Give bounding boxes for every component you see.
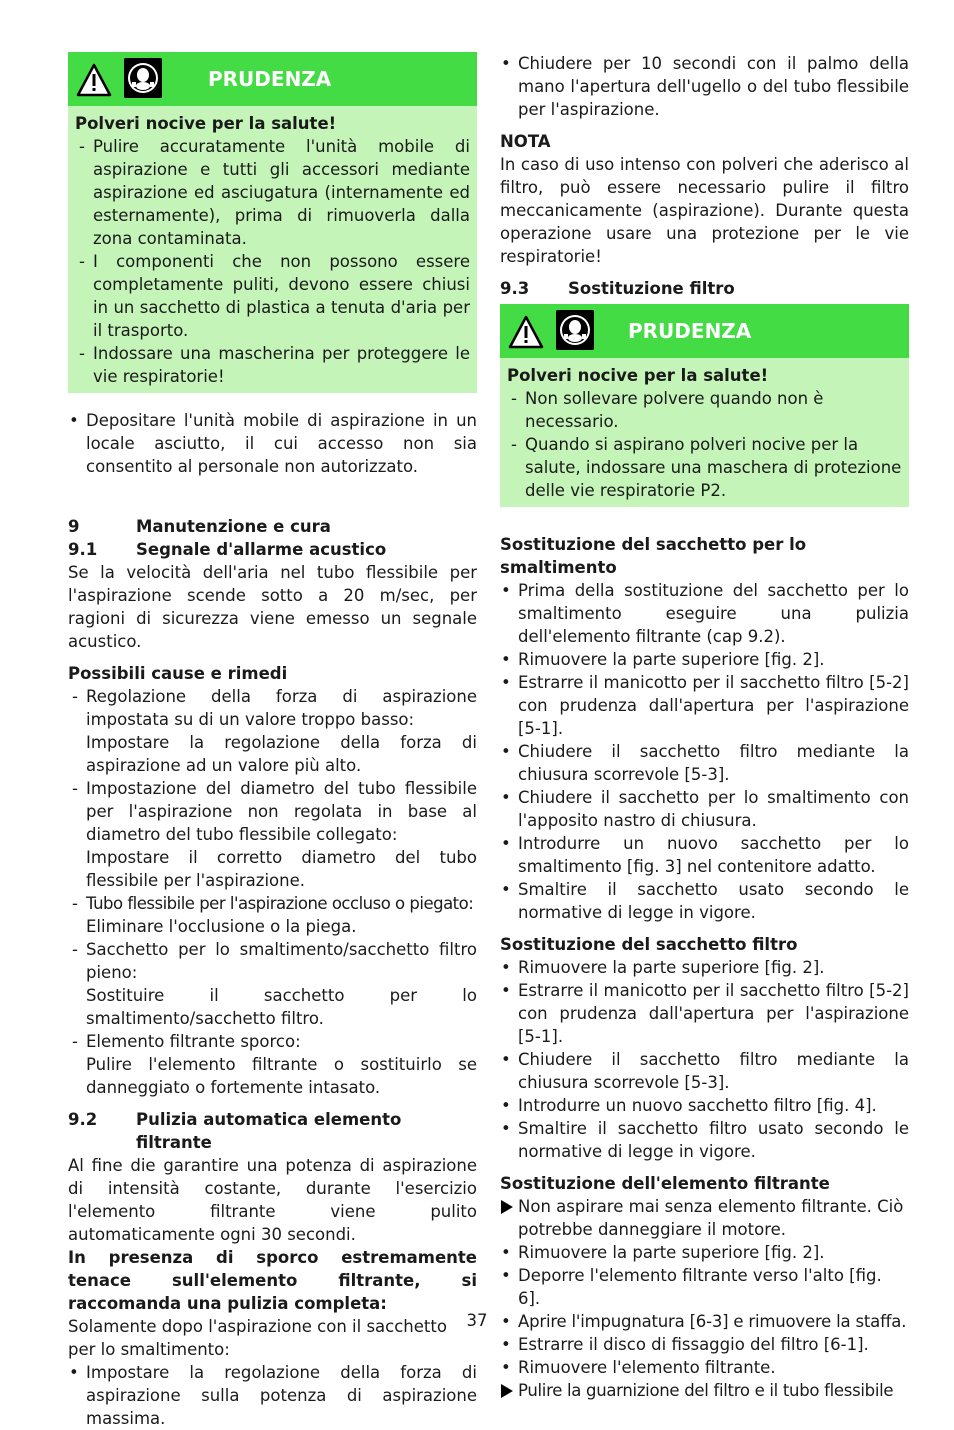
list-item: • Estrarre il disco di fissaggio del filtro [6-1]. <box>500 1333 909 1356</box>
list-item: - Elemento filtrante sporco: Pulire l'elemento filtrante o sostituirlo se danneggiato o fortemente intasato. <box>68 1030 477 1099</box>
warning-header <box>500 304 909 358</box>
paragraph: Al fine die garantire una potenza di aspirazione di intensità costante, durante l'esercizio l'elemento filtrante viene pulito automaticamente ogni 30 secondi. <box>68 1156 477 1244</box>
list-item: - Sacchetto per lo smaltimento/sacchetto filtro pieno: Sostituire il sacchetto per lo smaltimento/sacchetto filtro. <box>68 938 477 1030</box>
warning-header <box>68 52 477 106</box>
warning-item: - Indossare una mascherina per proteggere le vie respiratorie! <box>75 342 470 388</box>
left-column <box>68 52 477 1430</box>
subheading: Sostituzione dell'elemento filtrante <box>500 1174 830 1193</box>
arrow-item: Pulire la guarnizione del filtro e il tubo flessibile <box>500 1379 909 1402</box>
warning-item: - Pulire accuratamente l'unità mobile di aspirazione e tutti gli accessori mediante aspirazione ed asciugatura (internamente ed esternamente), prima di rimuoverla dalla zona contaminata. <box>75 135 470 250</box>
paragraph-bold: In presenza di sporco estremamente tenace sull'elemento filtrante, si raccomanda una pulizia completa: <box>68 1248 477 1313</box>
list-item: • Deporre l'elemento filtrante verso l'alto [fig. 6]. <box>500 1264 909 1310</box>
list-item: • Estrarre il manicotto per il sacchetto filtro [5-2] con prudenza dall'apertura per l'aspirazione [5-1]. <box>500 979 909 1048</box>
list-item: - Tubo flessibile per l'aspirazione occluso o piegato: Eliminare l'occlusione o la piega. <box>68 892 477 938</box>
list-item: • Rimuovere l'elemento filtrante. <box>500 1356 909 1379</box>
respirator-mask-icon <box>556 310 594 350</box>
list-item: • Smaltire il sacchetto usato secondo le normative di legge in vigore. <box>500 878 909 924</box>
list-item: • Rimuovere la parte superiore [fig. 2]. <box>500 648 909 671</box>
list-item: • Estrarre il manicotto per il sacchetto filtro [5-2] con prudenza dall'apertura per l'aspirazione [5-1]. <box>500 671 909 740</box>
warning-triangle-icon <box>76 63 112 97</box>
arrow-right-icon <box>500 1200 514 1214</box>
list-item: • Chiudere il sacchetto filtro mediante la chiusura scorrevole [5-3]. <box>500 1048 909 1094</box>
section-heading-9-3: 9.3 Sostituzione filtro <box>500 279 735 298</box>
warning-body <box>500 358 909 507</box>
warning-title: PRUDENZA <box>208 67 332 91</box>
warning-item: - I componenti che non possono essere completamente puliti, devono essere chiusi in un sacchetto di plastica a tenuta d'aria per il trasporto. <box>75 250 470 342</box>
list-item: • Introdurre un nuovo sacchetto per lo smaltimento [fig. 3] nel contenitore adatto. <box>500 832 909 878</box>
page-number: 37 <box>466 1311 488 1330</box>
warning-triangle-icon <box>508 315 544 349</box>
list-item: • Smaltire il sacchetto filtro usato secondo le normative di legge in vigore. <box>500 1117 909 1163</box>
subheading: Sostituzione del sacchetto per lo smaltimento <box>500 535 807 577</box>
note-heading: NOTA <box>500 132 551 151</box>
paragraph: Solamente dopo l'aspirazione con il sacchetto per lo smaltimento: <box>68 1317 447 1359</box>
list-item: • Chiudere il sacchetto per lo smaltimento con l'apposito nastro di chiusura. <box>500 786 909 832</box>
list-item: • Impostare la regolazione della forza di aspirazione sulla potenza di aspirazione massima. <box>68 1361 477 1430</box>
list-item: • Chiudere il sacchetto filtro mediante la chiusura scorrevole [5-3]. <box>500 740 909 786</box>
note-text: In caso di uso intenso con polveri che aderisco al filtro, può essere necessario pulire il filtro meccanicamente (aspirazione). Durante questa operazione usare una protezione per le vie respiratorie! <box>500 155 909 266</box>
list-item: • Chiudere per 10 secondi con il palmo della mano l'apertura dell'ugello o del tubo flessibile per l'aspirazione. <box>500 52 909 121</box>
section-heading-9-1: 9.1 Segnale d'allarme acustico <box>68 540 387 559</box>
subheading: Sostituzione del sacchetto filtro <box>500 935 798 954</box>
warning-lead: Polveri nocive per la salute! <box>507 366 769 385</box>
list-item: - Regolazione della forza di aspirazione impostata su di un valore troppo basso: Impostare la regolazione della forza di aspirazione ad un valore più alto. <box>68 685 477 777</box>
right-column <box>500 52 909 1402</box>
respirator-mask-icon <box>124 58 162 98</box>
arrow-item: Non aspirare mai senza elemento filtrante. Ciò potrebbe danneggiare il motore. <box>500 1195 909 1241</box>
section-heading-9: 9 Manutenzione e cura <box>68 517 331 536</box>
list-item: • Rimuovere la parte superiore [fig. 2]. <box>500 1241 909 1264</box>
warning-lead: Polveri nocive per la salute! <box>75 114 337 133</box>
list-item: • Depositare l'unità mobile di aspirazione in un locale asciutto, il cui accesso non sia consentito al personale non autorizzato. <box>68 409 477 478</box>
subheading: Possibili cause e rimedi <box>68 664 288 683</box>
warning-title: PRUDENZA <box>628 319 752 343</box>
warning-box-1 <box>68 52 477 393</box>
list-item: • Rimuovere la parte superiore [fig. 2]. <box>500 956 909 979</box>
warning-box-2 <box>500 304 909 507</box>
warning-body <box>68 106 477 393</box>
arrow-right-icon <box>500 1384 514 1398</box>
list-item: • Introdurre un nuovo sacchetto filtro [fig. 4]. <box>500 1094 909 1117</box>
list-item: - Impostazione del diametro del tubo flessibile per l'aspirazione non regolata in base al diametro del tubo flessibile collegato: Impostare il corretto diametro del tubo flessibile per l'aspirazione. <box>68 777 477 892</box>
warning-item: - Quando si aspirano polveri nocive per la salute, indossare una maschera di protezione delle vie respiratorie P2. <box>507 433 902 502</box>
paragraph: Se la velocità dell'aria nel tubo flessibile per l'aspirazione scende sotto a 20 m/sec, per ragioni di sicurezza viene emesso un segnale acustico. <box>68 563 477 651</box>
list-item: • Aprire l'impugnatura [6-3] e rimuovere la staffa. <box>500 1310 909 1333</box>
warning-item: - Non sollevare polvere quando non è necessario. <box>507 387 902 433</box>
list-item: • Prima della sostituzione del sacchetto per lo smaltimento eseguire una pulizia dell'elemento filtrante (cap 9.2). <box>500 579 909 648</box>
section-heading-9-2: 9.2 Pulizia automatica elemento filtrante <box>68 1110 402 1152</box>
